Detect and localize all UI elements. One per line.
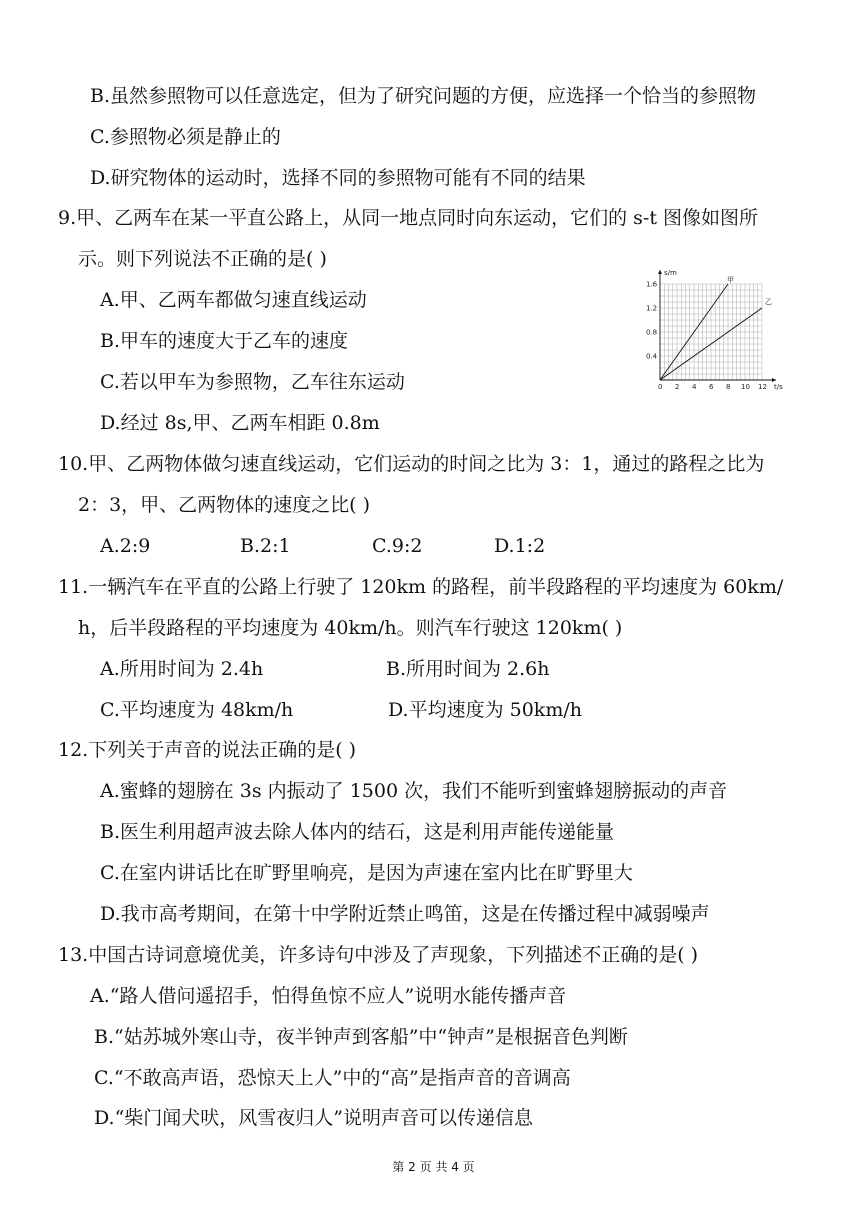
q8-option-c: C.参照物必须是静止的 [90, 126, 281, 148]
q11-option-d: D.平均速度为 50km/h [388, 699, 582, 721]
q12-option-b: B.医生利用超声波去除人体内的结石，这是利用声能传递能量 [100, 821, 615, 843]
q13-option-d: D.“柴门闻犬吠，风雪夜归人”说明声音可以传递信息 [94, 1107, 534, 1129]
q10-option-a: A.2:9 [100, 535, 151, 557]
y-tick-label: 0.4 [646, 352, 658, 361]
st-graph [640, 258, 790, 393]
x-tick-label: 4 [692, 383, 697, 391]
q12-option-a: A.蜜蜂的翅膀在 3s 内振动了 1500 次，我们不能听到蜜蜂翅膀振动的声音 [100, 780, 728, 802]
q10-option-c: C.9:2 [372, 535, 423, 557]
q8-option-b: B.虽然参照物可以任意选定，但为了研究问题的方便，应选择一个恰当的参照物 [90, 85, 757, 107]
q11-option-a: A.所用时间为 2.4h [100, 658, 264, 680]
q12-option-d: D.我市高考期间，在第十中学附近禁止鸣笛，这是在传播过程中减弱噪声 [100, 903, 710, 925]
x-axis-label: t/s [774, 383, 783, 391]
q12-stem: 12.下列关于声音的说法正确的是( ) [58, 739, 357, 761]
q9-option-a: A.甲、乙两车都做匀速直线运动 [100, 289, 367, 311]
q9-stem-line1: 9.甲、乙两车在某一平直公路上，从同一地点同时向东运动，它们的 s-t 图像如图所 [58, 207, 759, 229]
q11-option-b: B.所用时间为 2.6h [386, 658, 550, 680]
q11-stem-line1: 11.一辆汽车在平直的公路上行驶了 120km 的路程，前半段路程的平均速度为 60km/ [58, 576, 784, 598]
y-axis-label: s/m [664, 269, 677, 277]
series-label-jia: 甲 [727, 276, 734, 284]
page-footer: 第 2 页 共 4 页 [392, 1160, 475, 1174]
q13-option-c: C.“不敢高声语，恐惊天上人”中的“高”是指声音的音调高 [94, 1067, 571, 1089]
q13-option-b: B.“姑苏城外寒山寺，夜半钟声到客船”中“钟声”是根据音色判断 [94, 1026, 628, 1048]
x-tick-label: 2 [675, 383, 680, 391]
q8-option-d: D.研究物体的运动时，选择不同的参照物可能有不同的结果 [90, 167, 586, 189]
q11-option-c: C.平均速度为 48km/h [100, 699, 294, 721]
q10-stem-line1: 10.甲、乙两物体做匀速直线运动，它们运动的时间之比为 3：1，通过的路程之比为 [58, 453, 765, 475]
q9-stem-line2: 示。则下列说法不正确的是( ) [78, 248, 327, 270]
y-tick-label: 1.2 [646, 304, 658, 313]
q9-option-c: C.若以甲车为参照物，乙车往东运动 [100, 371, 405, 393]
x-tick-label: 12 [758, 383, 767, 391]
q12-option-c: C.在室内讲话比在旷野里响亮，是因为声速在室内比在旷野里大 [100, 862, 633, 884]
q9-option-b: B.甲车的速度大于乙车的速度 [100, 330, 349, 352]
q10-option-b: B.2:1 [240, 535, 291, 557]
q13-option-a: A.“路人借问遥招手，怕得鱼惊不应人”说明水能传播声音 [90, 985, 567, 1007]
y-tick-label: 1.6 [646, 280, 658, 289]
x-tick-label: 8 [726, 383, 731, 391]
x-tick-label: 10 [741, 383, 750, 391]
q13-stem: 13.中国古诗词意境优美，许多诗句中涉及了声现象，下列描述不正确的是( ) [58, 944, 699, 966]
series-label-yi: 乙 [765, 298, 772, 306]
y-tick-label: 0.8 [646, 328, 658, 337]
x-axis-arrow [772, 378, 776, 382]
q10-option-d: D.1:2 [494, 535, 546, 557]
q11-stem-line2: h，后半段路程的平均速度为 40km/h。则汽车行驶这 120km( ) [78, 617, 623, 639]
x-tick-label: 0 [658, 383, 663, 391]
x-tick-label: 6 [709, 383, 714, 391]
q9-option-d: D.经过 8s,甲、乙两车相距 0.8m [100, 412, 380, 434]
q10-stem-line2: 2：3，甲、乙两物体的速度之比( ) [78, 494, 371, 516]
y-axis-arrow [658, 270, 662, 274]
